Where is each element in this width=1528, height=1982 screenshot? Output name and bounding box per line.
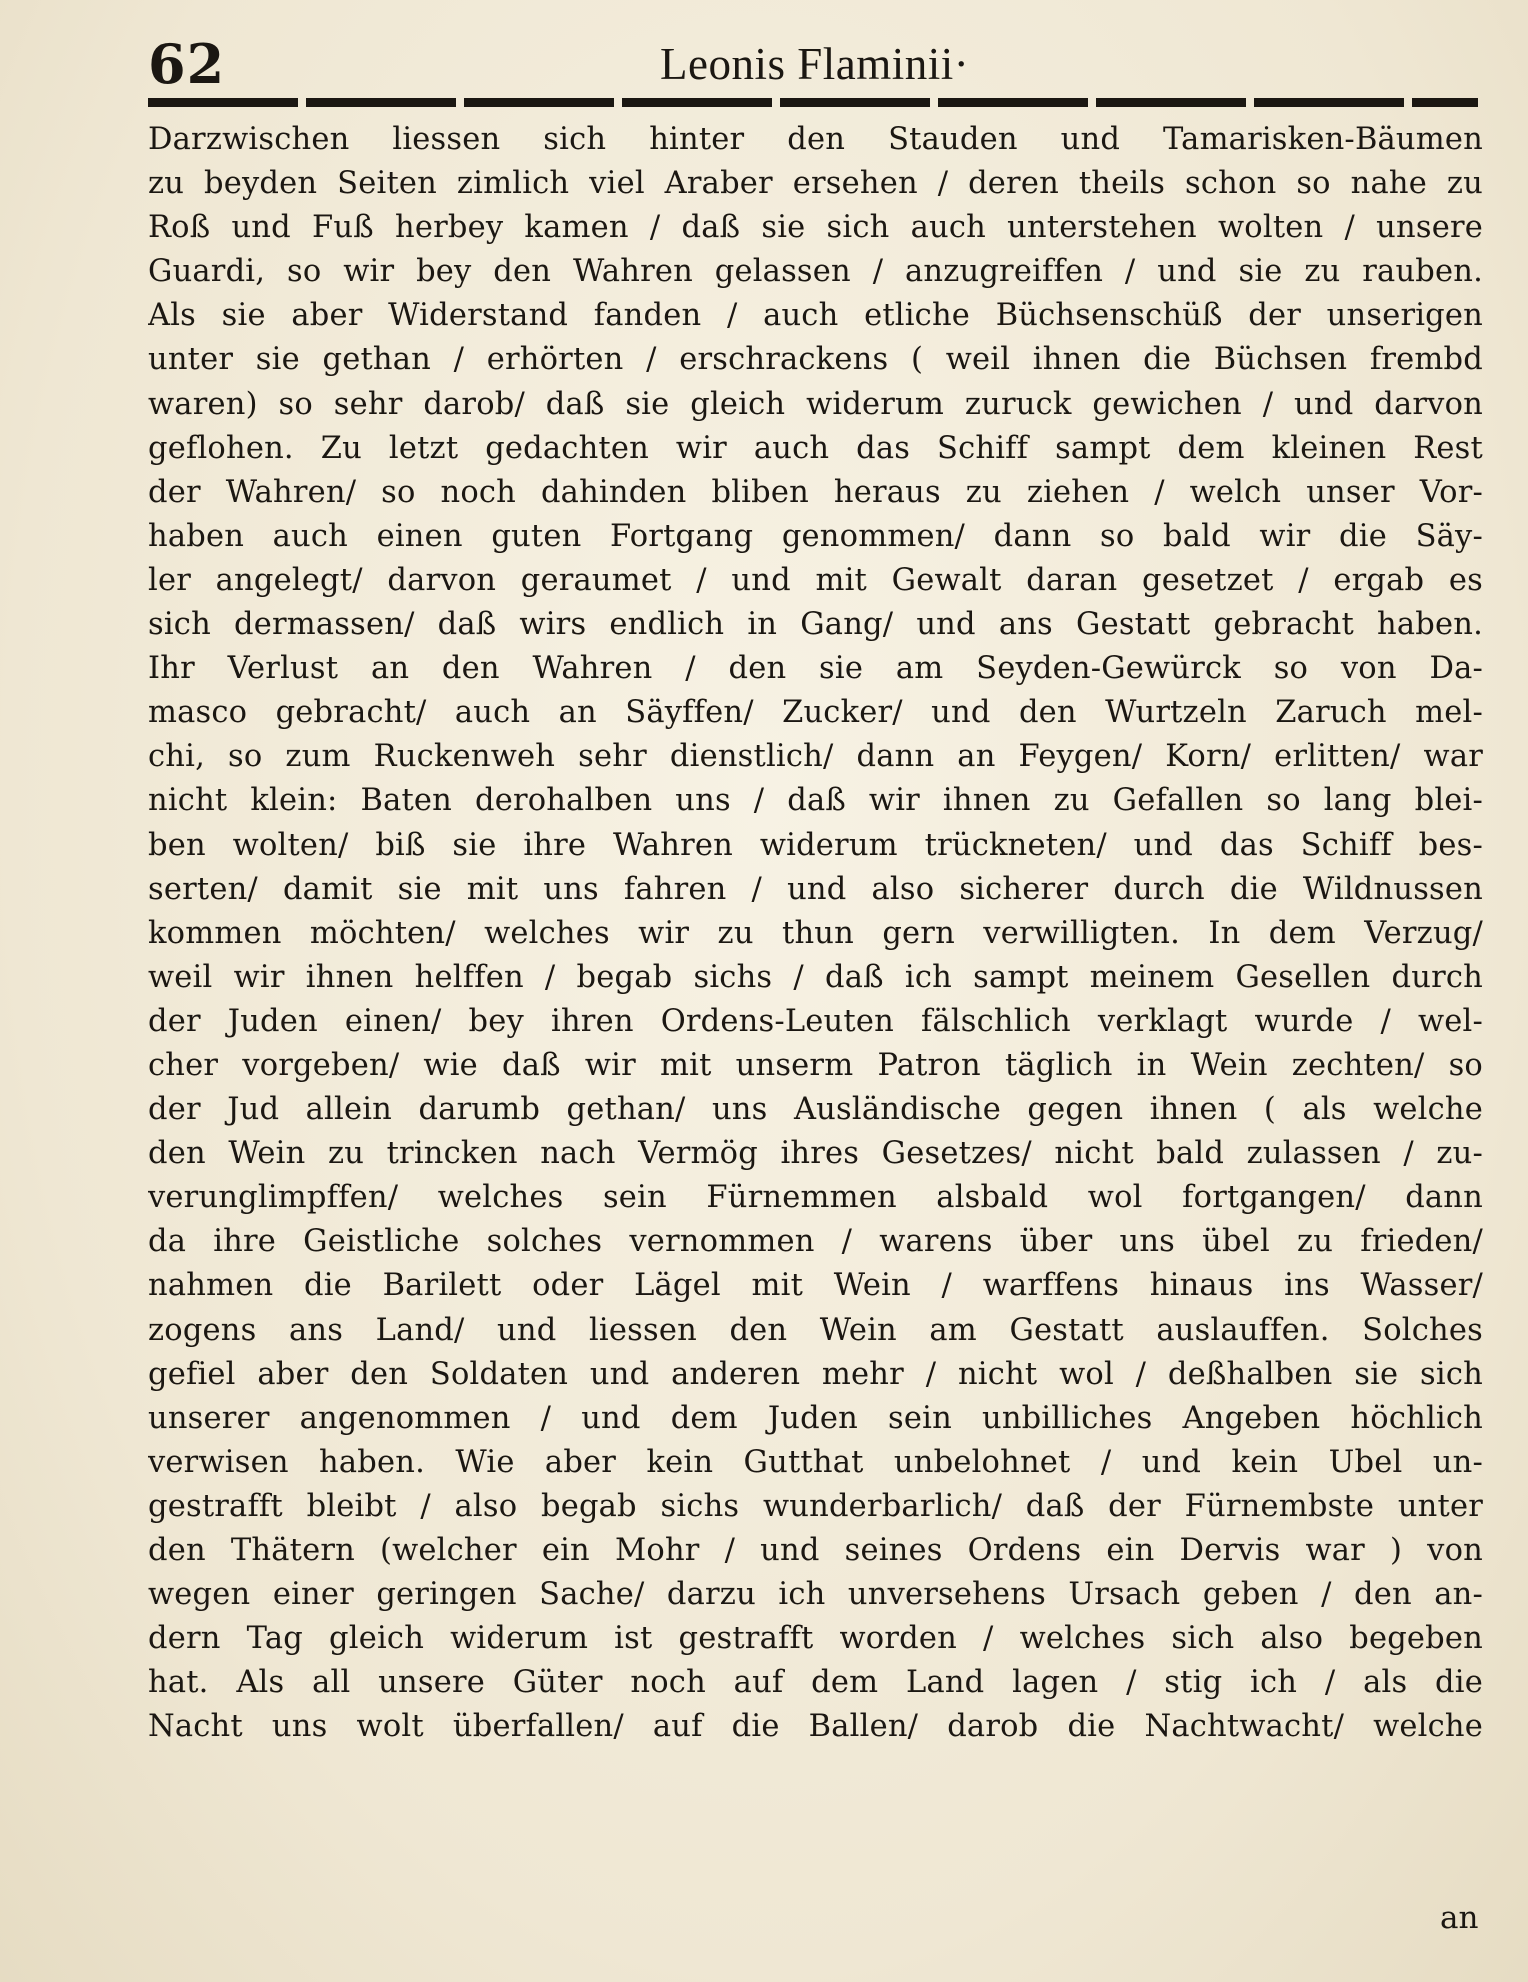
text-line: haben auch einen guten Fortgang genommen/ dann so bald wir die Säy- xyxy=(148,518,1483,554)
text-line: gefiel aber den Soldaten und anderen mehr / nicht wol / deßhalben sie sich xyxy=(148,1356,1483,1392)
text-line: kommen möchten/ welches wir zu thun gern verwilligten. In dem Verzug/ xyxy=(148,915,1483,951)
text-line: ler angelegt/ darvon geraumet / und mit Gewalt daran gesetzet / ergab es xyxy=(148,562,1483,598)
text-line: Guardi, so wir bey den Wahren gelassen / anzugreiffen / und sie zu rauben. xyxy=(148,254,1483,290)
text-line: der Jud allein darumb gethan/ uns Ausländische gegen ihnen ( als welche xyxy=(148,1092,1483,1128)
text-line: unter sie gethan / erhörten / erschrackens ( weil ihnen die Büchsen frembd xyxy=(148,342,1483,378)
text-line: sich dermassen/ daß wirs endlich in Gang/ und ans Gestatt gebracht haben. xyxy=(148,607,1483,643)
text-line: den Thätern (welcher ein Mohr / und seines Ordens ein Dervis war ) von xyxy=(148,1533,1483,1568)
text-line: nahmen die Barilett oder Lägel mit Wein / warffens hinaus ins Wasser/ xyxy=(148,1268,1483,1304)
text-line: da ihre Geistliche solches vernommen / warens über uns übel zu frieden/ xyxy=(148,1224,1483,1260)
text-line: unserer angenommen / und dem Juden sein unbilliches Angeben höchlich xyxy=(148,1400,1483,1436)
text-line: wegen einer geringen Sache/ darzu ich unversehens Ursach geben / den an- xyxy=(148,1577,1483,1613)
text-line: dern Tag gleich widerum ist gestrafft worden / welches sich also begeben xyxy=(148,1621,1483,1657)
text-line: Nacht uns wolt überfallen/ auf die Ballen/ darob die Nachtwacht/ welche xyxy=(148,1709,1483,1745)
text-line: Ihr Verlust an den Wahren / den sie am Seyden-Gewürck so von Da- xyxy=(148,651,1483,687)
text-line: den Wein zu trincken nach Vermög ihres Gesetzes/ nicht bald zulassen / zu- xyxy=(148,1136,1483,1172)
text-line: zogens ans Land/ und liessen den Wein am Gestatt auslauffen. Solches xyxy=(148,1312,1483,1348)
text-line: nicht klein: Baten derohalben uns / daß wir ihnen zu Gefallen so lang blei- xyxy=(148,783,1483,819)
text-line: hat. Als all unsere Güter noch auf dem Land lagen / stig ich / als die xyxy=(148,1665,1483,1701)
text-line: waren) so sehr darob/ daß sie gleich widerum zuruck gewichen / und darvon xyxy=(148,386,1483,422)
text-line: Als sie aber Widerstand fanden / auch etliche Büchsenschüß der unserigen xyxy=(148,298,1483,334)
text-line: geflohen. Zu letzt gedachten wir auch das Schiff sampt dem kleinen Rest xyxy=(148,430,1483,466)
text-line: verwisen haben. Wie aber kein Gutthat unbelohnet / und kein Ubel un- xyxy=(148,1444,1483,1480)
page-header xyxy=(148,22,1478,98)
header-rule xyxy=(148,98,1478,107)
text-line: der Wahren/ so noch dahinden bliben heraus zu ziehen / welch unser Vor- xyxy=(148,474,1483,510)
text-line: serten/ damit sie mit uns fahren / und also sicherer durch die Wildnussen xyxy=(148,871,1483,907)
text-line: zu beyden Seiten zimlich viel Araber ersehen / deren theils schon so nahe zu xyxy=(148,166,1483,202)
text-line: chi, so zum Ruckenweh sehr dienstlich/ dann an Feygen/ Korn/ erlitten/ war xyxy=(148,739,1483,775)
page-number: 62 xyxy=(148,32,226,96)
text-line: masco gebracht/ auch an Säyffen/ Zucker/ und den Wurtzeln Zaruch mel- xyxy=(148,695,1483,731)
text-line: cher vorgeben/ wie daß wir mit unserm Patron täglich in Wein zechten/ so xyxy=(148,1047,1483,1083)
text-line: Darzwischen liessen sich hinter den Stauden und Tamarisken-Bäumen xyxy=(148,122,1483,157)
text-line: Roß und Fuß herbey kamen / daß sie sich auch unterstehen wolten / unsere xyxy=(148,210,1483,246)
text-line: verunglimpffen/ welches sein Fürnemmen alsbald wol fortgangen/ dann xyxy=(148,1180,1483,1216)
catchword: an xyxy=(1440,1900,1479,1936)
text-line: weil wir ihnen helffen / begab sichs / daß ich sampt meinem Gesellen durch xyxy=(148,959,1483,995)
text-line: der Juden einen/ bey ihren Ordens-Leuten fälschlich verklagt wurde / wel- xyxy=(148,1003,1483,1039)
text-line: gestrafft bleibt / also begab sichs wunderbarlich/ daß der Fürnembste unter xyxy=(148,1488,1483,1524)
body-text xyxy=(148,118,1483,1749)
running-head: Leonis Flaminii· xyxy=(660,39,970,89)
text-line: ben wolten/ biß sie ihre Wahren widerum trückneten/ und das Schiff bes- xyxy=(148,827,1483,863)
